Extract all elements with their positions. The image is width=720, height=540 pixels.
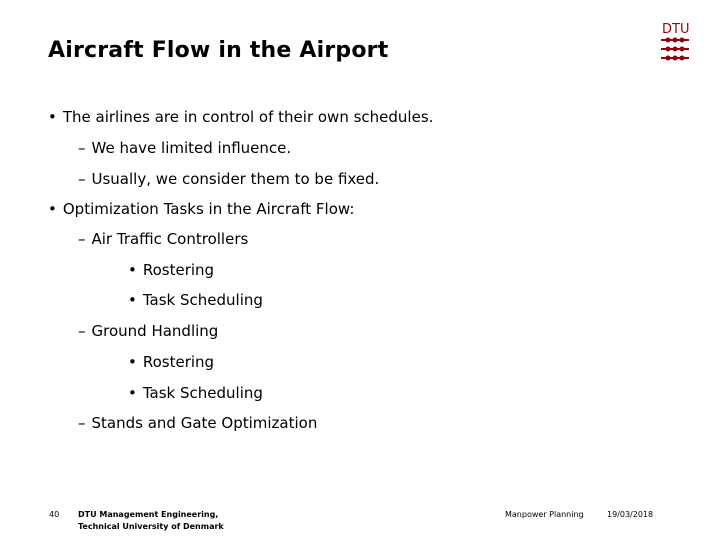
bullet-text: Task Scheduling <box>142 291 263 309</box>
bullet-text: The airlines are in control of their own schedules. <box>62 108 434 126</box>
footer-org-line2: Technical University of Denmark <box>78 522 224 531</box>
bullet-item <box>128 353 214 371</box>
bullet-text: Optimization Tasks in the Aircraft Flow: <box>62 200 355 218</box>
bullet-text: Rostering <box>142 261 215 279</box>
bullet-text: Stands and Gate Optimization <box>91 414 318 432</box>
bullet-item <box>128 261 214 279</box>
bullet-text: Rostering <box>142 353 215 371</box>
bullet-item <box>128 291 263 309</box>
bullet-marker: • <box>128 291 137 309</box>
footer-date: 19/03/2018 <box>607 510 654 519</box>
page-number: 40 <box>49 510 60 519</box>
bullet-marker: • <box>128 384 137 402</box>
bullet-marker: – <box>78 230 86 248</box>
bullet-marker: – <box>78 322 86 340</box>
bullet-text: Task Scheduling <box>142 384 263 402</box>
bullet-text: Usually, we consider them to be fixed. <box>91 170 380 188</box>
bullet-marker: • <box>128 261 137 279</box>
bullet-item <box>78 139 291 157</box>
bullet-item <box>78 170 379 188</box>
bullet-text: Air Traffic Controllers <box>91 230 249 248</box>
bullet-item <box>128 384 263 402</box>
bullet-text: We have limited influence. <box>91 139 292 157</box>
bullet-item <box>78 322 218 340</box>
bullet-marker: – <box>78 170 86 188</box>
bullet-marker: • <box>48 108 57 126</box>
dtu-logo-bars <box>661 38 689 61</box>
bullet-item <box>48 200 354 218</box>
footer-organization <box>78 509 224 533</box>
slide-title: Aircraft Flow in the Airport <box>48 38 389 63</box>
dtu-logo-text: DTU <box>662 22 690 37</box>
bullet-text: Ground Handling <box>91 322 219 340</box>
bullet-marker: • <box>128 353 137 371</box>
bullet-item <box>78 230 248 248</box>
bullet-item <box>48 108 433 126</box>
footer-org-line1: DTU Management Engineering, <box>78 510 219 519</box>
bullet-marker: – <box>78 139 86 157</box>
bullet-marker: • <box>48 200 57 218</box>
bullet-marker: – <box>78 414 86 432</box>
bullet-item <box>78 414 317 432</box>
dtu-logo <box>660 20 692 64</box>
footer-course: Manpower Planning <box>505 510 584 519</box>
